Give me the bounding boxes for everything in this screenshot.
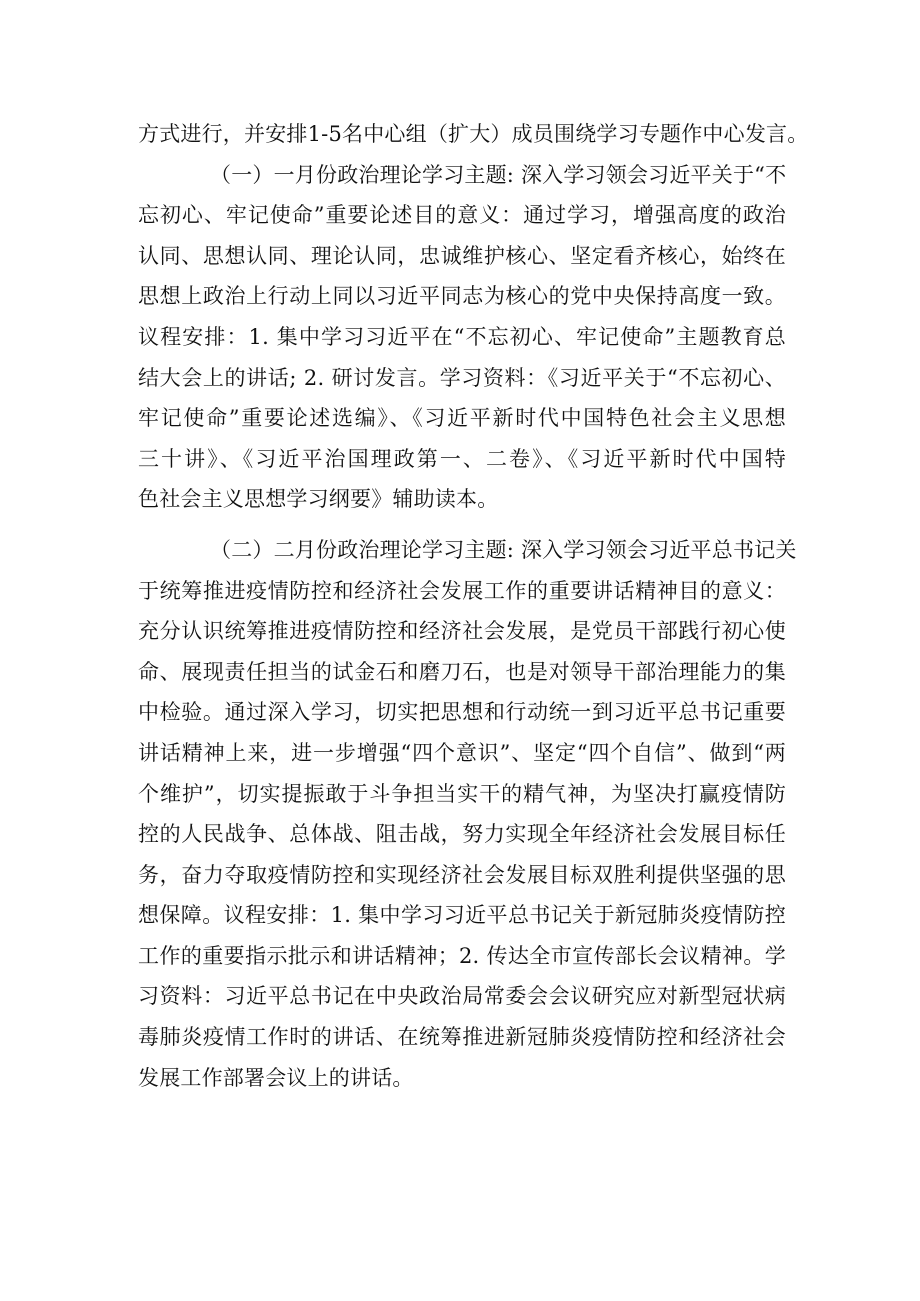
text-line: 思想上政治上行动上同以习近平同志为核心的党中央保持高度一致。 bbox=[138, 284, 786, 309]
document-body bbox=[138, 114, 809, 1098]
text-line: 工作的重要指示批示和讲话精神；2. 传达全市宣传部长会议精神。学 bbox=[138, 943, 786, 968]
text-line: 忘初心、牢记使命”重要论述目的意义：通过学习，增强高度的政治 bbox=[138, 203, 786, 228]
text-line: 务，奋力夺取疫情防控和实现经济社会发展目标双胜利提供坚强的思 bbox=[138, 862, 786, 887]
text-line: 讲话精神上来，进一步增强“四个意识”、坚定“四个自信”、做到“两 bbox=[138, 740, 786, 765]
section-heading-line: （一）一月份政治理论学习主题: 深入学习领会习近平关于“不 bbox=[210, 162, 787, 187]
text-line: 于统筹推进疫情防控和经济社会发展工作的重要讲话精神目的意义： bbox=[138, 578, 786, 603]
text-line: 发展工作部署会议上的讲话。 bbox=[138, 1065, 414, 1090]
text-line: 习资料：习近平总书记在中央政治局常委会会议研究应对新型冠状病 bbox=[138, 984, 786, 1009]
paragraph-intro-tail bbox=[138, 114, 809, 155]
text-line: 认同、思想认同、理论认同，忠诚维护核心、坚定看齐核心，始终在 bbox=[138, 243, 786, 268]
text-line: 命、展现责任担当的试金石和磨刀石，也是对领导干部治理能力的集 bbox=[138, 659, 786, 684]
paragraph-section-january bbox=[138, 155, 786, 520]
text-line: 控的人民战争、总体战、阻击战，努力实现全年经济社会发展目标任 bbox=[138, 822, 786, 847]
text-line: 毒肺炎疫情工作时的讲话、在统筹推进新冠肺炎疫情防控和经济社会 bbox=[138, 1025, 786, 1050]
paragraph-section-february bbox=[138, 530, 797, 1098]
text-line: 中检验。通过深入学习，切实把思想和行动统一到习近平总书记重要 bbox=[138, 700, 786, 725]
text-line: 色社会主义思想学习纲要》辅助读本。 bbox=[138, 487, 499, 512]
section-heading-line: （二）二月份政治理论学习主题: 深入学习领会习近平总书记关 bbox=[210, 537, 797, 562]
text-line: 个维护”，切实提振敢于斗争担当实干的精气神，为坚决打赢疫情防 bbox=[138, 781, 786, 806]
text-line: 牢记使命”重要论述选编》、《习近平新时代中国特色社会主义思想 bbox=[138, 406, 786, 431]
text-line: 结大会上的讲话; 2. 研讨发言。学习资料：《习近平关于“不忘初心、 bbox=[138, 365, 786, 390]
text-line: 方式进行，并安排1-5名中心组（扩大）成员围绕学习专题作中心发言。 bbox=[138, 122, 809, 146]
paragraph-gap bbox=[138, 520, 786, 530]
text-line: 充分认识统筹推进疫情防控和经济社会发展，是党员干部践行初心使 bbox=[138, 619, 786, 644]
text-line: 议程安排：1. 集中学习习近平在“不忘初心、牢记使命”主题教育总 bbox=[138, 324, 786, 349]
text-line: 三十讲》、《习近平治国理政第一、二卷》、《习近平新时代中国特 bbox=[138, 446, 786, 471]
text-line: 想保障。议程安排：1. 集中学习习近平总书记关于新冠肺炎疫情防控 bbox=[138, 903, 786, 928]
